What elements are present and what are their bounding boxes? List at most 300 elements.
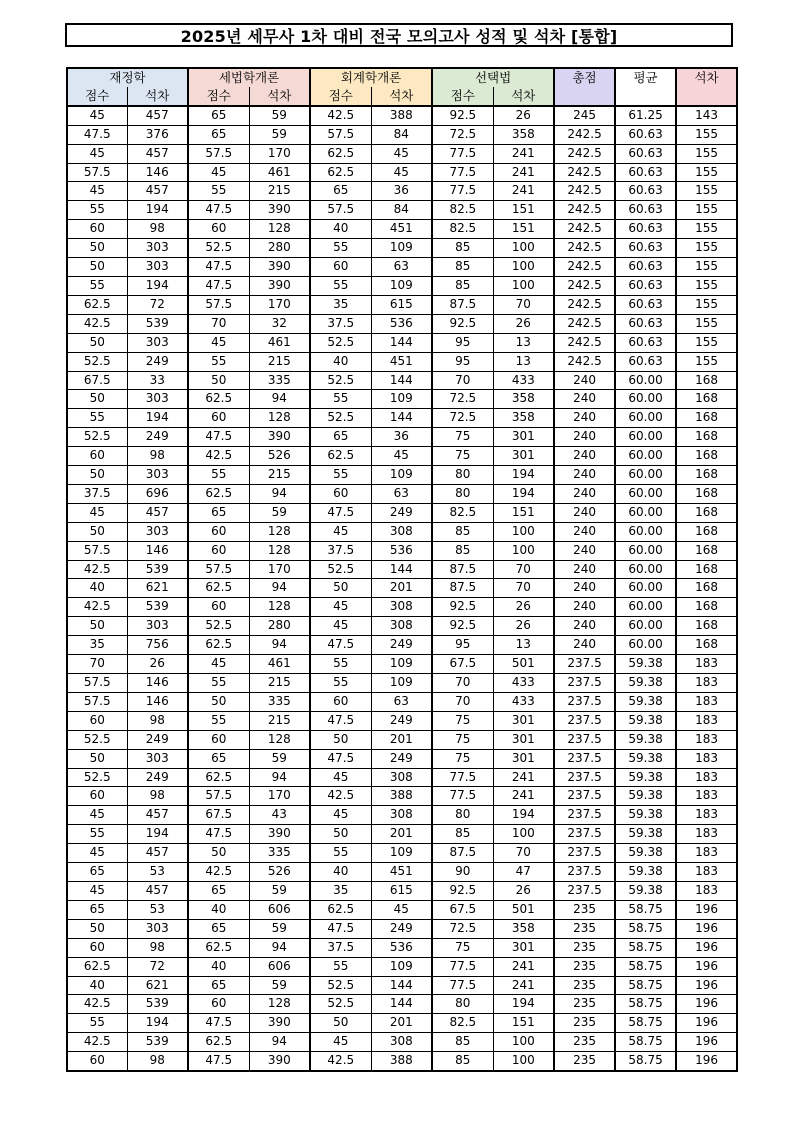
cell-total-score: 240 [554,447,615,466]
cell-overall-rank: 155 [676,239,737,258]
cell-tax-law-rank: 170 [249,144,310,163]
cell-accounting-score: 50 [310,730,371,749]
cell-elective-score: 90 [432,863,493,882]
cell-tax-law-score: 60 [188,220,249,239]
header-total: 총점 [554,68,615,106]
cell-accounting-rank: 109 [371,466,432,485]
cell-tax-law-rank: 215 [249,711,310,730]
cell-accounting-rank: 144 [371,976,432,995]
cell-accounting-score: 55 [310,239,371,258]
cell-elective-rank: 26 [493,881,554,900]
table-row [67,295,737,314]
cell-finance-rank: 194 [127,1014,188,1033]
cell-tax-law-score: 62.5 [188,579,249,598]
cell-elective-rank: 100 [493,522,554,541]
cell-elective-score: 75 [432,938,493,957]
cell-tax-law-rank: 94 [249,768,310,787]
cell-accounting-score: 60 [310,692,371,711]
cell-tax-law-rank: 335 [249,844,310,863]
cell-total-score: 242.5 [554,201,615,220]
cell-overall-rank: 168 [676,598,737,617]
cell-finance-score: 37.5 [67,484,127,503]
cell-tax-law-rank: 335 [249,371,310,390]
cell-finance-rank: 303 [127,919,188,938]
cell-average-score: 60.00 [615,466,676,485]
cell-elective-score: 85 [432,276,493,295]
cell-overall-rank: 196 [676,919,737,938]
cell-total-score: 237.5 [554,863,615,882]
table-row [67,409,737,428]
subheader-rank: 석차 [371,87,432,106]
cell-elective-score: 77.5 [432,163,493,182]
cell-tax-law-score: 60 [188,409,249,428]
cell-total-score: 235 [554,957,615,976]
cell-average-score: 58.75 [615,976,676,995]
cell-elective-score: 67.5 [432,900,493,919]
cell-accounting-rank: 615 [371,295,432,314]
cell-tax-law-rank: 94 [249,1033,310,1052]
cell-accounting-score: 47.5 [310,503,371,522]
cell-finance-rank: 303 [127,522,188,541]
table-row [67,447,737,466]
cell-finance-rank: 98 [127,787,188,806]
cell-accounting-score: 60 [310,258,371,277]
cell-accounting-rank: 308 [371,768,432,787]
cell-overall-rank: 183 [676,749,737,768]
cell-elective-score: 95 [432,636,493,655]
cell-overall-rank: 155 [676,352,737,371]
cell-tax-law-rank: 94 [249,636,310,655]
cell-tax-law-score: 40 [188,957,249,976]
table-row [67,314,737,333]
cell-total-score: 240 [554,522,615,541]
cell-total-score: 235 [554,995,615,1014]
cell-accounting-score: 62.5 [310,900,371,919]
cell-tax-law-score: 55 [188,182,249,201]
cell-finance-rank: 539 [127,995,188,1014]
cell-total-score: 237.5 [554,674,615,693]
cell-elective-rank: 194 [493,806,554,825]
cell-tax-law-rank: 390 [249,825,310,844]
cell-overall-rank: 168 [676,522,737,541]
cell-finance-rank: 303 [127,466,188,485]
cell-overall-rank: 168 [676,484,737,503]
cell-average-score: 59.38 [615,674,676,693]
cell-tax-law-score: 62.5 [188,938,249,957]
cell-elective-score: 82.5 [432,1014,493,1033]
cell-finance-rank: 621 [127,976,188,995]
cell-average-score: 60.00 [615,579,676,598]
cell-accounting-rank: 45 [371,163,432,182]
cell-elective-rank: 301 [493,711,554,730]
cell-accounting-score: 42.5 [310,106,371,125]
cell-accounting-score: 55 [310,957,371,976]
cell-overall-rank: 168 [676,428,737,447]
cell-accounting-rank: 536 [371,314,432,333]
cell-tax-law-score: 57.5 [188,560,249,579]
page-title: 2025년 세무사 1차 대비 전국 모의고사 성적 및 석차 [통합] [65,23,733,47]
cell-average-score: 61.25 [615,106,676,125]
cell-tax-law-score: 47.5 [188,825,249,844]
cell-tax-law-score: 57.5 [188,144,249,163]
cell-tax-law-rank: 59 [249,503,310,522]
cell-finance-score: 57.5 [67,674,127,693]
cell-elective-rank: 433 [493,371,554,390]
cell-accounting-score: 45 [310,522,371,541]
cell-finance-score: 52.5 [67,428,127,447]
cell-accounting-rank: 109 [371,239,432,258]
cell-average-score: 58.75 [615,1033,676,1052]
cell-elective-rank: 13 [493,333,554,352]
cell-tax-law-rank: 215 [249,674,310,693]
cell-elective-score: 85 [432,239,493,258]
cell-tax-law-score: 60 [188,541,249,560]
cell-accounting-score: 50 [310,1014,371,1033]
cell-tax-law-score: 62.5 [188,484,249,503]
cell-finance-rank: 249 [127,768,188,787]
cell-average-score: 59.38 [615,692,676,711]
cell-finance-rank: 303 [127,617,188,636]
cell-tax-law-rank: 280 [249,617,310,636]
cell-tax-law-score: 55 [188,711,249,730]
cell-elective-rank: 13 [493,352,554,371]
cell-accounting-score: 40 [310,863,371,882]
cell-finance-score: 50 [67,390,127,409]
cell-elective-score: 92.5 [432,314,493,333]
cell-average-score: 60.63 [615,239,676,258]
cell-overall-rank: 155 [676,182,737,201]
cell-tax-law-score: 60 [188,598,249,617]
table-row [67,749,737,768]
cell-tax-law-score: 60 [188,730,249,749]
cell-accounting-rank: 45 [371,447,432,466]
cell-accounting-rank: 201 [371,1014,432,1033]
cell-elective-rank: 301 [493,938,554,957]
cell-total-score: 240 [554,579,615,598]
cell-elective-rank: 100 [493,541,554,560]
table-row [67,787,737,806]
cell-total-score: 240 [554,390,615,409]
cell-overall-rank: 168 [676,371,737,390]
cell-elective-score: 87.5 [432,560,493,579]
cell-total-score: 235 [554,938,615,957]
cell-accounting-rank: 201 [371,730,432,749]
cell-elective-rank: 194 [493,484,554,503]
cell-tax-law-rank: 128 [249,409,310,428]
cell-finance-score: 55 [67,276,127,295]
cell-finance-rank: 146 [127,674,188,693]
cell-finance-score: 45 [67,844,127,863]
cell-total-score: 242.5 [554,182,615,201]
cell-elective-score: 82.5 [432,201,493,220]
cell-average-score: 60.00 [615,503,676,522]
header-rank: 석차 [676,68,737,106]
cell-tax-law-rank: 390 [249,276,310,295]
cell-overall-rank: 168 [676,560,737,579]
table-row [67,711,737,730]
cell-elective-rank: 301 [493,730,554,749]
cell-elective-score: 85 [432,825,493,844]
cell-total-score: 240 [554,503,615,522]
cell-finance-score: 55 [67,825,127,844]
cell-overall-rank: 196 [676,938,737,957]
cell-accounting-score: 57.5 [310,125,371,144]
cell-finance-score: 35 [67,636,127,655]
cell-elective-rank: 26 [493,314,554,333]
cell-tax-law-score: 55 [188,674,249,693]
cell-overall-rank: 183 [676,787,737,806]
cell-finance-rank: 53 [127,900,188,919]
cell-tax-law-rank: 215 [249,352,310,371]
cell-elective-score: 72.5 [432,919,493,938]
cell-accounting-rank: 249 [371,749,432,768]
cell-tax-law-rank: 128 [249,598,310,617]
cell-finance-rank: 539 [127,560,188,579]
cell-tax-law-rank: 526 [249,863,310,882]
cell-tax-law-score: 62.5 [188,390,249,409]
cell-average-score: 58.75 [615,1052,676,1071]
cell-accounting-rank: 201 [371,579,432,598]
cell-tax-law-score: 47.5 [188,201,249,220]
table-body [67,106,737,1071]
cell-total-score: 235 [554,1033,615,1052]
cell-overall-rank: 155 [676,276,737,295]
cell-elective-score: 72.5 [432,390,493,409]
cell-accounting-score: 62.5 [310,447,371,466]
cell-accounting-score: 45 [310,617,371,636]
cell-accounting-score: 52.5 [310,995,371,1014]
cell-tax-law-rank: 461 [249,655,310,674]
header-subject-tax-law: 세법학개론 [188,68,310,87]
cell-tax-law-score: 50 [188,844,249,863]
cell-accounting-score: 37.5 [310,938,371,957]
cell-accounting-score: 55 [310,276,371,295]
table-row [67,806,737,825]
cell-finance-rank: 194 [127,409,188,428]
cell-average-score: 59.38 [615,730,676,749]
cell-total-score: 240 [554,428,615,447]
cell-elective-rank: 433 [493,692,554,711]
cell-elective-score: 67.5 [432,655,493,674]
cell-total-score: 242.5 [554,295,615,314]
cell-total-score: 242.5 [554,276,615,295]
cell-tax-law-score: 65 [188,503,249,522]
cell-elective-score: 70 [432,371,493,390]
cell-finance-rank: 621 [127,579,188,598]
cell-tax-law-score: 47.5 [188,258,249,277]
cell-total-score: 237.5 [554,881,615,900]
cell-finance-score: 50 [67,239,127,258]
cell-total-score: 235 [554,1052,615,1071]
cell-total-score: 240 [554,371,615,390]
table-row [67,106,737,125]
cell-average-score: 60.63 [615,163,676,182]
cell-total-score: 240 [554,636,615,655]
cell-accounting-score: 45 [310,1033,371,1052]
cell-elective-score: 80 [432,995,493,1014]
cell-accounting-rank: 249 [371,919,432,938]
cell-finance-score: 50 [67,258,127,277]
cell-overall-rank: 155 [676,201,737,220]
cell-average-score: 60.00 [615,617,676,636]
cell-elective-rank: 100 [493,1033,554,1052]
cell-finance-score: 45 [67,503,127,522]
cell-tax-law-score: 45 [188,333,249,352]
cell-tax-law-rank: 215 [249,182,310,201]
cell-finance-rank: 457 [127,806,188,825]
cell-overall-rank: 183 [676,730,737,749]
cell-finance-score: 50 [67,749,127,768]
cell-total-score: 237.5 [554,787,615,806]
cell-tax-law-score: 47.5 [188,428,249,447]
cell-accounting-score: 45 [310,598,371,617]
cell-finance-score: 50 [67,919,127,938]
cell-accounting-rank: 84 [371,125,432,144]
cell-tax-law-score: 60 [188,995,249,1014]
cell-tax-law-score: 62.5 [188,768,249,787]
cell-elective-rank: 151 [493,503,554,522]
cell-average-score: 60.00 [615,522,676,541]
cell-average-score: 60.00 [615,390,676,409]
subheader-score: 점수 [188,87,249,106]
table-row [67,655,737,674]
cell-average-score: 60.00 [615,484,676,503]
cell-accounting-rank: 388 [371,106,432,125]
cell-tax-law-rank: 215 [249,466,310,485]
cell-tax-law-score: 65 [188,749,249,768]
cell-elective-score: 87.5 [432,295,493,314]
cell-elective-rank: 26 [493,617,554,636]
cell-elective-rank: 241 [493,182,554,201]
cell-accounting-score: 37.5 [310,314,371,333]
cell-tax-law-score: 45 [188,163,249,182]
cell-total-score: 242.5 [554,352,615,371]
cell-elective-rank: 151 [493,1014,554,1033]
cell-accounting-rank: 109 [371,957,432,976]
cell-elective-rank: 241 [493,976,554,995]
cell-elective-rank: 358 [493,409,554,428]
cell-average-score: 60.63 [615,182,676,201]
cell-tax-law-rank: 128 [249,995,310,1014]
cell-total-score: 240 [554,617,615,636]
cell-total-score: 240 [554,541,615,560]
cell-finance-score: 55 [67,409,127,428]
cell-total-score: 235 [554,900,615,919]
cell-elective-score: 87.5 [432,579,493,598]
table-row [67,333,737,352]
cell-elective-score: 77.5 [432,976,493,995]
cell-average-score: 60.63 [615,314,676,333]
cell-average-score: 58.75 [615,1014,676,1033]
cell-finance-rank: 457 [127,182,188,201]
cell-elective-score: 92.5 [432,881,493,900]
cell-finance-score: 47.5 [67,125,127,144]
cell-tax-law-score: 40 [188,900,249,919]
cell-accounting-score: 47.5 [310,636,371,655]
cell-finance-score: 40 [67,579,127,598]
cell-finance-score: 42.5 [67,314,127,333]
cell-elective-score: 80 [432,484,493,503]
cell-finance-rank: 539 [127,314,188,333]
table-row [67,919,737,938]
cell-finance-rank: 194 [127,276,188,295]
cell-finance-rank: 98 [127,220,188,239]
cell-accounting-score: 52.5 [310,976,371,995]
cell-elective-rank: 501 [493,655,554,674]
cell-total-score: 237.5 [554,844,615,863]
cell-elective-rank: 26 [493,598,554,617]
cell-elective-rank: 100 [493,276,554,295]
table-row [67,201,737,220]
table-row [67,522,737,541]
cell-finance-rank: 457 [127,844,188,863]
cell-overall-rank: 183 [676,806,737,825]
cell-finance-score: 50 [67,617,127,636]
cell-finance-score: 50 [67,333,127,352]
table-row [67,730,737,749]
cell-accounting-score: 47.5 [310,919,371,938]
cell-accounting-rank: 109 [371,655,432,674]
header-average: 평균 [615,68,676,106]
cell-tax-law-rank: 461 [249,333,310,352]
cell-accounting-score: 52.5 [310,333,371,352]
cell-tax-law-score: 47.5 [188,276,249,295]
cell-average-score: 60.63 [615,352,676,371]
cell-average-score: 60.63 [615,333,676,352]
table-row [67,674,737,693]
score-table [66,67,738,1072]
cell-finance-score: 57.5 [67,692,127,711]
cell-finance-score: 60 [67,220,127,239]
cell-accounting-rank: 36 [371,182,432,201]
cell-tax-law-rank: 59 [249,125,310,144]
cell-average-score: 59.38 [615,655,676,674]
cell-accounting-rank: 144 [371,560,432,579]
cell-finance-rank: 457 [127,144,188,163]
cell-tax-law-score: 70 [188,314,249,333]
cell-finance-rank: 303 [127,239,188,258]
cell-total-score: 242.5 [554,125,615,144]
cell-overall-rank: 168 [676,390,737,409]
cell-finance-score: 52.5 [67,768,127,787]
cell-finance-rank: 98 [127,1052,188,1071]
cell-tax-law-score: 55 [188,352,249,371]
cell-tax-law-rank: 128 [249,522,310,541]
cell-elective-rank: 70 [493,844,554,863]
cell-tax-law-rank: 59 [249,976,310,995]
cell-finance-score: 62.5 [67,957,127,976]
cell-tax-law-rank: 526 [249,447,310,466]
cell-average-score: 59.38 [615,844,676,863]
cell-accounting-score: 40 [310,352,371,371]
table-row [67,844,737,863]
header-subject-finance: 재정학 [67,68,188,87]
cell-total-score: 240 [554,409,615,428]
cell-finance-rank: 457 [127,106,188,125]
cell-tax-law-rank: 94 [249,579,310,598]
cell-elective-rank: 501 [493,900,554,919]
table-row [67,825,737,844]
cell-elective-score: 72.5 [432,125,493,144]
cell-elective-rank: 301 [493,447,554,466]
cell-tax-law-score: 42.5 [188,447,249,466]
cell-overall-rank: 183 [676,844,737,863]
cell-tax-law-rank: 390 [249,1014,310,1033]
cell-tax-law-score: 50 [188,692,249,711]
cell-average-score: 58.75 [615,919,676,938]
cell-accounting-score: 42.5 [310,1052,371,1071]
cell-accounting-score: 50 [310,825,371,844]
